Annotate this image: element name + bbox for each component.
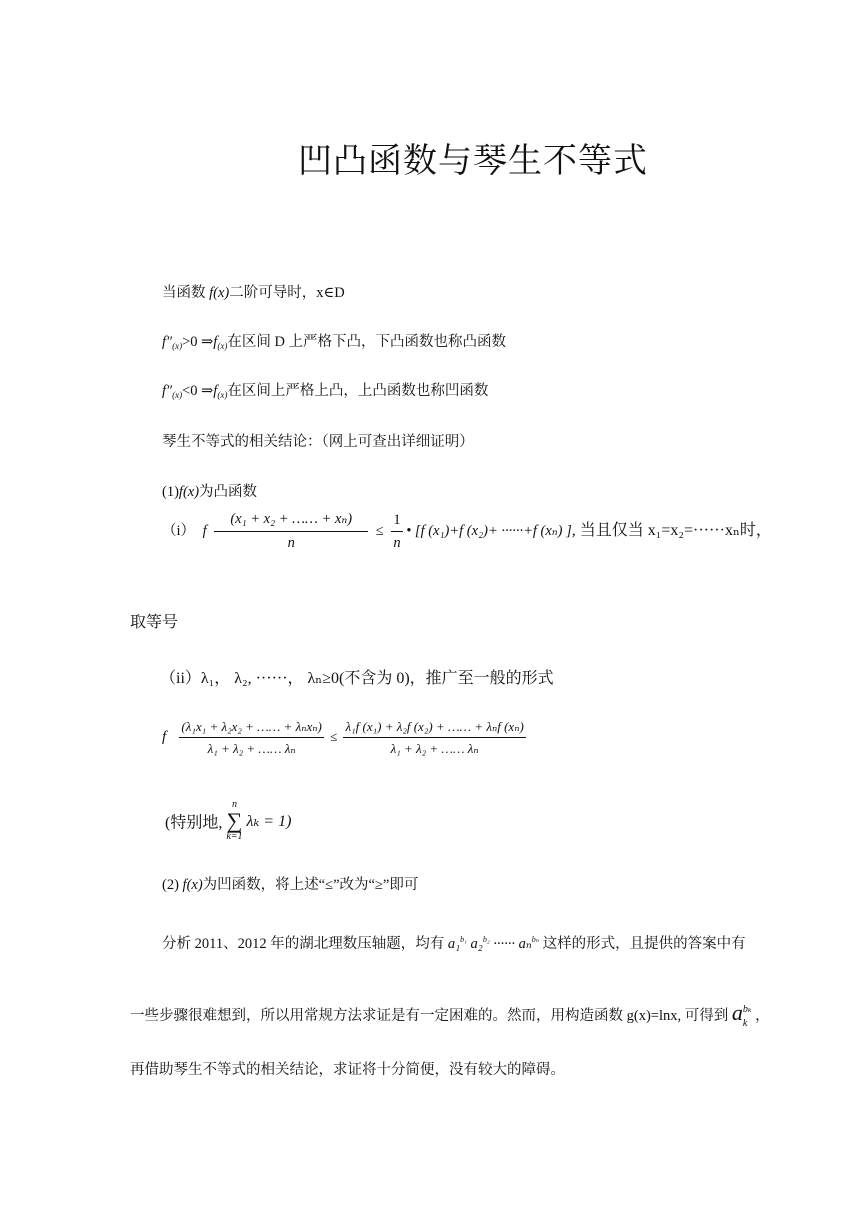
text: 在区间 D 上严格下凸，下凸函数也称凸函数 [227, 334, 507, 350]
denominator: n [391, 531, 402, 552]
second-derivative: f″ [162, 334, 173, 350]
numerator: 1 [393, 511, 401, 528]
denominator: λ₁ + λ₂ + …… λₙ [343, 737, 525, 757]
paragraph-analysis-3: 再借助琴生不等式的相关结论，求证将十分简便，没有较大的障碍。 [130, 1062, 565, 1078]
formula-i [162, 511, 772, 552]
text: λ₁， λ₂, ······， λₙ≥0(不含为 0)，推广至一般的形式 [200, 670, 554, 687]
paragraph-analysis-1 [162, 932, 746, 953]
text: 二阶可导时，x [229, 285, 324, 301]
line-jensen-intro: 琴生不等式的相关结论：（网上可查出详细证明） [162, 434, 474, 450]
expr-scripts [743, 1005, 752, 1029]
function: f [213, 383, 218, 399]
line-convex-def [162, 330, 506, 351]
fraction-weighted-values [343, 719, 525, 757]
exponent: b₁ [460, 935, 467, 944]
denominator: n [214, 531, 368, 552]
text: λₖ = 1) [246, 813, 292, 830]
item-label: （ii） [160, 670, 201, 687]
text: <0 [182, 383, 202, 399]
text: (1) [162, 484, 179, 500]
rhs-sum: • [f (x₁)+f (x₂)+ ······+f (xₙ) ] [406, 522, 572, 539]
numerator: (λ₁x₁ + λ₂x₂ + …… + λₙxₙ) [181, 719, 322, 734]
function: f [213, 334, 218, 350]
numerator: (x₁ + x₂ + …… + xₙ) [230, 511, 353, 527]
second-derivative: f″ [162, 383, 173, 399]
exponent: bₙ [531, 935, 540, 944]
sigma-symbol: ∑ [226, 808, 243, 833]
function: f(x) [209, 285, 230, 301]
line-case-convex [162, 480, 257, 501]
exponent: bₖ [742, 1003, 752, 1015]
exponent: b₂ [482, 935, 490, 944]
expr: a₂ [466, 936, 483, 952]
text: 这样的形式，且提供的答案中有 [539, 936, 746, 952]
paragraph-analysis-2 [130, 1000, 770, 1029]
le-symbol: ≤ [330, 728, 338, 744]
equality-condition: , 当且仅当 x₁=x₂=······xₙ时， [571, 521, 772, 539]
le-symbol: ≤ [375, 522, 384, 539]
text: (2) [162, 877, 183, 893]
line-condition [162, 281, 345, 302]
expr-base: a [731, 1000, 743, 1025]
text: >0 [182, 334, 202, 350]
domain-d: D [334, 285, 345, 301]
text: 分析 2011、2012 年的湖北理数压轴题，均有 [162, 936, 448, 952]
subscript: (x) [172, 341, 183, 351]
text: 为凸函数 [199, 484, 258, 500]
subscript: k [742, 1017, 748, 1029]
formula-ii-intro [160, 665, 554, 688]
subscript: (x) [172, 390, 183, 400]
fraction-weighted-mean [179, 719, 323, 757]
fraction-mean [214, 511, 368, 552]
expr: a₁ [447, 936, 461, 952]
text: 为凹函数，将上述“≤”改为“≥”即可 [202, 877, 419, 893]
fraction-one-over-n [391, 512, 402, 552]
summation [226, 800, 242, 842]
function: f [162, 728, 167, 745]
implies-symbol: ⇒ [201, 383, 214, 399]
subscript: (x) [217, 390, 228, 400]
function: f [202, 522, 207, 539]
formula-weighted [162, 719, 526, 757]
expr: ······ aₙ [489, 936, 532, 952]
text: 在区间上严格上凸，上凸函数也称凹函数 [227, 383, 489, 399]
sum-upper-limit: n [231, 799, 237, 810]
line-equality: 取等号 [130, 614, 179, 631]
text: 当函数 [162, 285, 210, 301]
function: f(x) [178, 484, 200, 500]
item-label: （i） [162, 522, 196, 539]
formula-special [165, 800, 291, 842]
text: ， [751, 1008, 770, 1024]
sum-lower-limit: k=1 [226, 831, 243, 842]
element-of-symbol: ∈ [323, 285, 335, 301]
denominator: λ₁ + λ₂ + …… λₙ [179, 737, 323, 757]
subscript: (x) [217, 341, 228, 351]
text: (特别地, [165, 814, 223, 832]
line-concave-def [162, 379, 488, 400]
function: f(x) [182, 877, 203, 893]
text: 一些步骤很难想到，所以用常规方法求证是有一定困难的。然而，用构造函数 g(x)=lnx, 可得到 [130, 1008, 732, 1024]
implies-symbol: ⇒ [201, 334, 214, 350]
line-case-concave [162, 873, 418, 894]
page-title: 凹凸函数与琴生不等式 [298, 143, 648, 180]
numerator: λ₁f (x₁) + λ₂f (x₂) + …… + λₙf (xₙ) [345, 719, 524, 734]
